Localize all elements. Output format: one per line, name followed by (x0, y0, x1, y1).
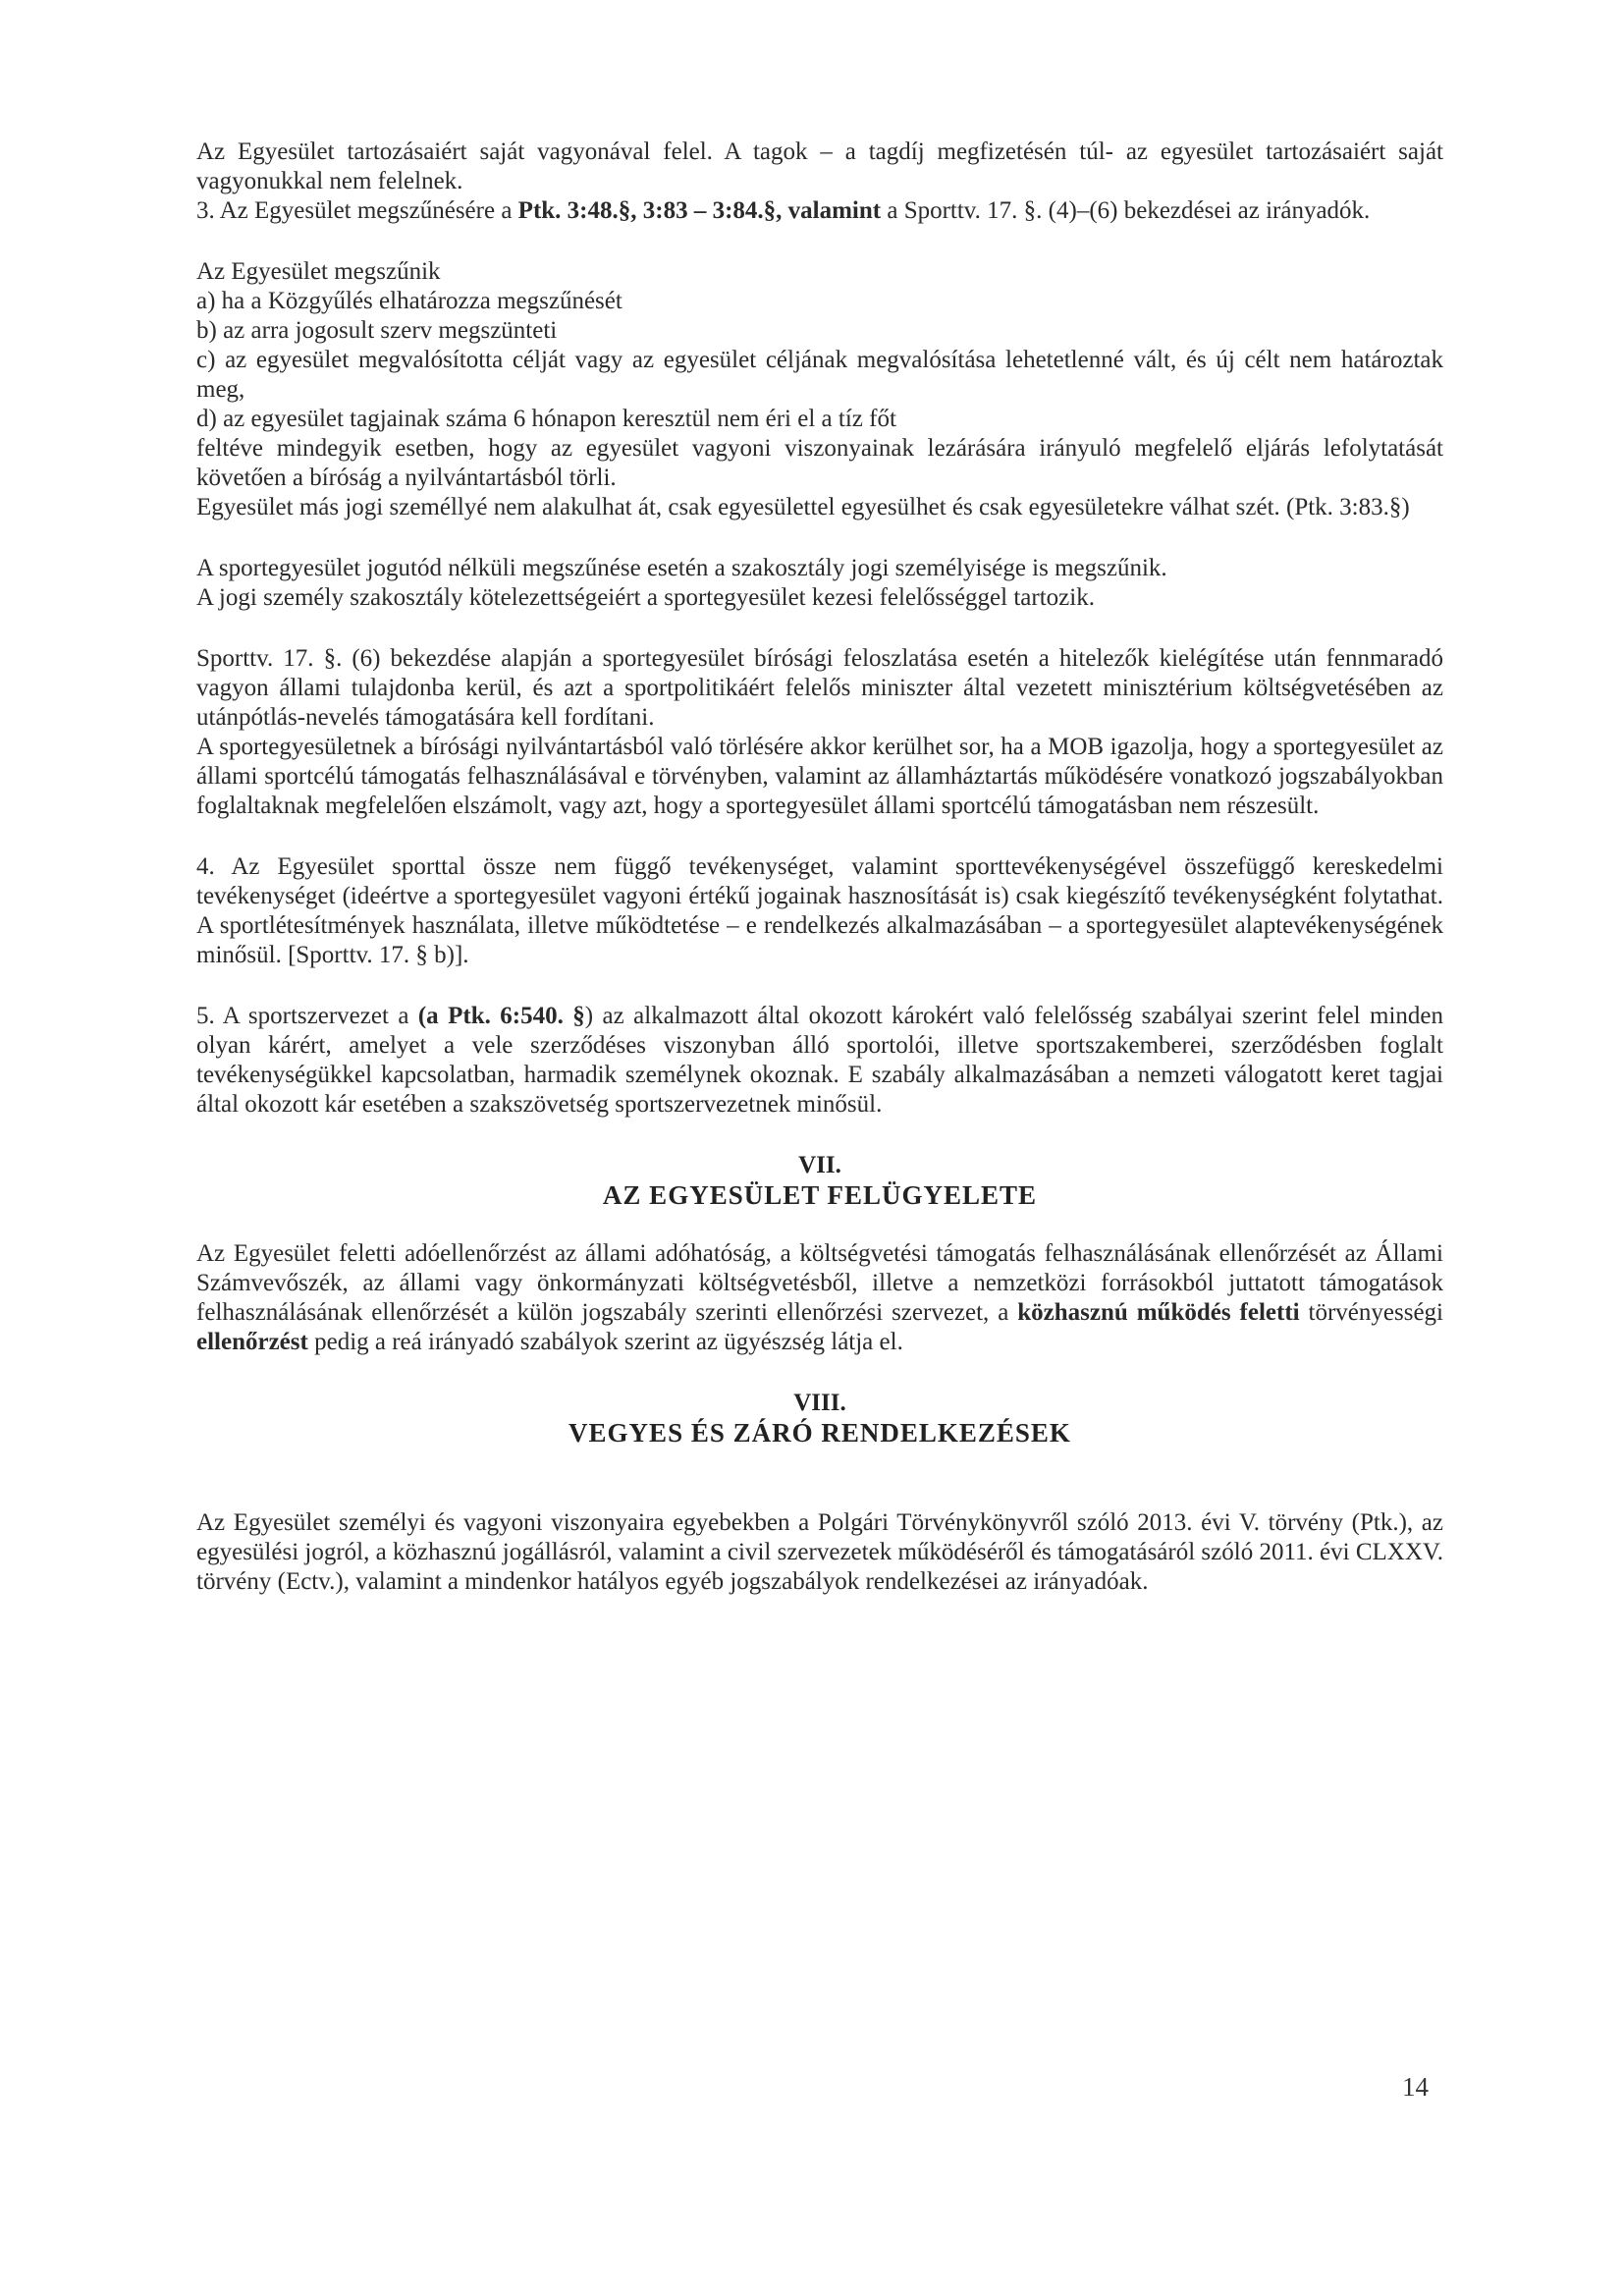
bold-phrase: ellenőrzést (196, 1329, 308, 1355)
chapter-title-7: AZ EGYESÜLET FELÜGYELETE (602, 1180, 1038, 1210)
bold-law-reference: (a Ptk. 6:540. § (417, 1003, 585, 1029)
paragraph-dissolution-law (196, 196, 1443, 226)
cease-item-a: a) ha a Közgyűlés elhatározza megszűnését (196, 288, 622, 314)
paragraph-sporttv-assets: Sporttv. 17. §. (6) bekezdése alapján a sportegyesület bírósági feloszlatása esetén a hitelezők kielégítése után fennmaradó vagyon állami tulajdonba kerül, és azt a sportpolitikáért felelős miniszter által vezetett minisztérium költségvetésében az utánpótlás-nevelés támogatására kell fordítani. (196, 645, 1443, 731)
page-number: 14 (1402, 2072, 1429, 2102)
text-segment: 5. A sportszervezet a (196, 1003, 418, 1029)
chapter-number-8: VIII. (793, 1390, 846, 1416)
chapter-title-8: VEGYES ÉS ZÁRÓ RENDELKEZÉSEK (568, 1418, 1071, 1448)
cease-heading: Az Egyesület megszűnik (196, 258, 441, 285)
bold-phrase: közhasznú működés feletti (1017, 1299, 1300, 1326)
paragraph-4: 4. Az Egyesület sporttal össze nem függő tevékenységet, valamint sporttevékenységével összefüggő kereskedelmi tevékenységet (ideértve a sportegyesület vagyoni értékű jogainak hasznosítását is) csak kiegészítő tevékenységként folytathat. A sportlétesítmények használata, illetve működtetése – e rendelkezés alkalmazásában – a sportegyesület alaptevékenységének minősül. [Sporttv. 17. § b)]. (196, 853, 1443, 968)
paragraph-final-provisions: Az Egyesület személyi és vagyoni viszonyaira egyebekben a Polgári Törvénykönyvről szóló 2013. évi V. törvény (Ptk.), az egyesülési jogról, a közhasznú jogállásról, valamint a civil szervezetek működéséről és támogatásáról szóló 2011. évi CLXXV. törvény (Ectv.), valamint a mindenkor hatályos egyéb jogszabályok rendelkezései az irányadóak. (196, 1509, 1443, 1595)
cease-note: Egyesület más jogi személlyé nem alakulhat át, csak egyesülettel egyesülhet és csak egyesületekre válhat szét. (Ptk. 3:83.§) (196, 494, 1410, 520)
paragraph-supervision (196, 1239, 1443, 1357)
bold-law-reference: Ptk. 3:48.§, 3:83 – 3:84.§, valamint (517, 197, 882, 224)
paragraph-liability: Az Egyesület tartozásaiért saját vagyonával felel. A tagok – a tagdíj megfizetésén túl- az egyesület tartozásaiért saját vagyonukkal nem felelnek. (196, 138, 1443, 194)
document-page (196, 137, 1443, 1597)
chapter-number-7: VII. (798, 1152, 841, 1178)
cease-item-d: d) az egyesület tagjainak száma 6 hónapon keresztül nem éri el a tíz főt (196, 406, 896, 432)
paragraph-section-liability: A jogi személy szakosztály kötelezettségeiért a sportegyesület kezesi felelősséggel tartozik. (196, 584, 1095, 611)
cease-item-b: b) az arra jogosult szerv megszünteti (196, 317, 558, 344)
text-segment: 3. Az Egyesület megszűnésére a (196, 197, 518, 224)
text-segment: ) az alkalmazott által okozott károkért való felelősség szabályai szerint felel minden olyan kárért, amelyet a vele szerződéses viszonyban álló sportolói, illetve sportszakemberei, szerződésben foglalt tevékenységükkel kapcsolatban, harmadik személynek okoznak. E szabály alkalmazásában a nemzeti válogatott keret tagjai által okozott kár esetében a szakszövetség sportszervezetnek minősül. (196, 1003, 1444, 1118)
paragraph-section-dissolution: A sportegyesület jogutód nélküli megszűnése esetén a szakosztály jogi személyisége is megszűnik. (196, 555, 1167, 581)
faint-stamp-mark (173, 1444, 281, 1591)
text-segment: a Sporttv. 17. §. (4)–(6) bekezdései az irányadók. (881, 197, 1371, 224)
text-segment: Az Egyesület feletti adóellenőrzést az állami adóhatóság, a költségvetési támogatás felhasználásának ellenőrzését az Állami Számvevőszék, az állami vagy önkormányzati költségvetésből, illetve a nemzetközi forrásokból juttatott támogatások felhasználásának ellenőrzését a külön jogszabály szerinti ellenőrzési szervezet, a (196, 1240, 1443, 1326)
cease-condition: feltéve mindegyik esetben, hogy az egyesület vagyoni viszonyainak lezárására irányuló megfelelő eljárás lefolytatását követően a bíróság a nyilvántartásból törli. (196, 435, 1443, 491)
cease-item-c: c) az egyesület megvalósította célját vagy az egyesület céljának megvalósítása lehetetlenné vált, és új célt nem határoztak meg, (196, 347, 1443, 403)
text-segment: törvényességi (1299, 1299, 1443, 1326)
paragraph-5 (196, 1002, 1443, 1120)
paragraph-sporttv-deletion: A sportegyesületnek a bírósági nyilvántartásból való törlésére akkor kerülhet sor, ha a MOB igazolja, hogy a sportegyesület az állami sportcélú támogatás felhasználásával e törvényben, valamint az államháztartás működésére vonatkozó jogszabályokban foglaltaknak megfelelően elszámolt, vagy azt, hogy a sportegyesület állami sportcélú támogatásban nem részesült. (196, 734, 1443, 819)
text-segment: pedig a reá irányadó szabályok szerint az ügyészség látja el. (307, 1329, 903, 1355)
